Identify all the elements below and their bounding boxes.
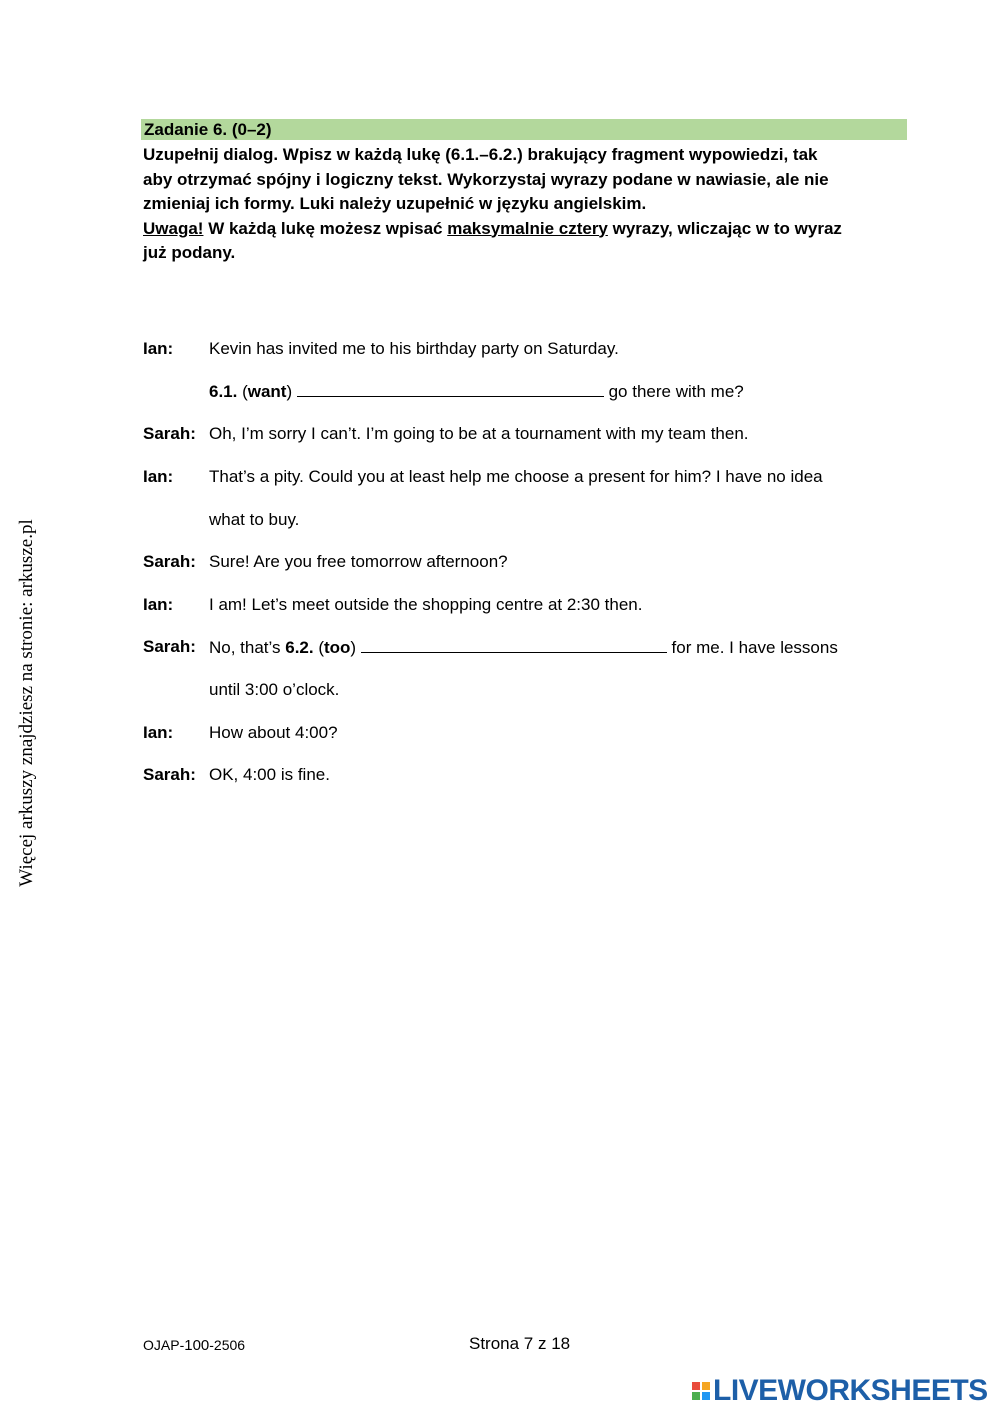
speaker: Ian: xyxy=(143,722,174,742)
logo-block xyxy=(702,1382,710,1390)
page-number: Strona 7 z 18 xyxy=(469,1334,571,1353)
dialog xyxy=(143,328,913,797)
instruction-line: aby otrzymać spójny i logiczny tekst. Wykorzystaj wyrazy podane w nawiasie, ale nie xyxy=(143,169,829,189)
utterance: I am! Let’s meet outside the shopping centre at 2:30 then. xyxy=(209,594,643,614)
logo-text: LIVEWORKSHEETS xyxy=(713,1374,988,1407)
gap-number: 6.2. xyxy=(285,637,314,657)
gap-hint: too xyxy=(323,637,351,657)
exam-code: OJAP-100-2506 xyxy=(143,1337,246,1354)
gap-hint: want xyxy=(247,382,287,402)
dialog-line xyxy=(143,413,913,456)
note-line xyxy=(143,217,913,242)
utterance-continued: until 3:00 o’clock. xyxy=(209,680,340,700)
logo-block xyxy=(702,1392,710,1400)
dialog-line xyxy=(143,541,913,584)
speaker: Sarah: xyxy=(143,552,196,572)
dialog-line xyxy=(143,456,913,499)
dialog-line xyxy=(143,584,913,627)
note-label: Uwaga! xyxy=(143,218,204,238)
instruction-line: zmieniaj ich formy. Luki należy uzupełnić w języku angielskim. xyxy=(143,194,647,213)
utterance: Oh, I’m sorry I can’t. I’m going to be at a tournament with my team then. xyxy=(209,424,749,444)
liveworksheets-logo xyxy=(692,1374,988,1408)
utterance: OK, 4:00 is fine. xyxy=(209,765,330,785)
answer-gap-6-2[interactable] xyxy=(361,637,667,653)
utterance: How about 4:00? xyxy=(209,722,338,742)
dialog-line xyxy=(143,669,913,712)
logo-block xyxy=(692,1382,700,1390)
speaker: Sarah: xyxy=(143,637,196,657)
answer-gap-6-1[interactable] xyxy=(297,381,604,397)
dialog-line xyxy=(143,328,913,371)
speaker: Sarah: xyxy=(143,765,196,785)
dialog-line xyxy=(143,498,913,541)
gap-number: 6.1. xyxy=(209,382,238,402)
utterance-continued: what to buy. xyxy=(209,509,300,529)
utterance: Sure! Are you free tomorrow afternoon? xyxy=(209,552,508,572)
note-text: wyrazy, wliczając w to wyraz xyxy=(607,218,842,238)
note-line-2: już podany. xyxy=(143,243,236,262)
side-note: Więcej arkuszy znajdziesz na stronie: arkusze.pl xyxy=(16,519,37,887)
dialog-line xyxy=(143,754,913,797)
task-title: Zadanie 6. (0–2) xyxy=(141,119,907,140)
task-instructions xyxy=(143,143,913,266)
logo-block xyxy=(692,1392,700,1400)
logo-icon xyxy=(692,1382,710,1400)
instruction-line: Uzupełnij dialog. Wpisz w każdą lukę (6.1.–6.2.) brakujący fragment wypowiedzi, tak xyxy=(143,145,818,164)
dialog-line xyxy=(143,626,913,669)
speaker: Sarah: xyxy=(143,424,196,444)
dialog-line xyxy=(143,711,913,754)
speaker: Ian: xyxy=(143,467,174,487)
gap-line-6-2: No, that’s 6.2. (too) for me. I have lessons xyxy=(209,637,838,657)
note-emphasis: maksymalnie cztery xyxy=(447,218,608,238)
speaker: Ian: xyxy=(143,594,174,614)
utterance: Kevin has invited me to his birthday party on Saturday. xyxy=(209,339,619,359)
gap-line-6-1: 6.1. (want) go there with me? xyxy=(209,382,744,402)
note-text: W każdą lukę możesz wpisać xyxy=(203,218,448,238)
speaker: Ian: xyxy=(143,339,174,359)
dialog-line xyxy=(143,371,913,414)
utterance: That’s a pity. Could you at least help me choose a present for him? I have no idea xyxy=(209,467,823,487)
